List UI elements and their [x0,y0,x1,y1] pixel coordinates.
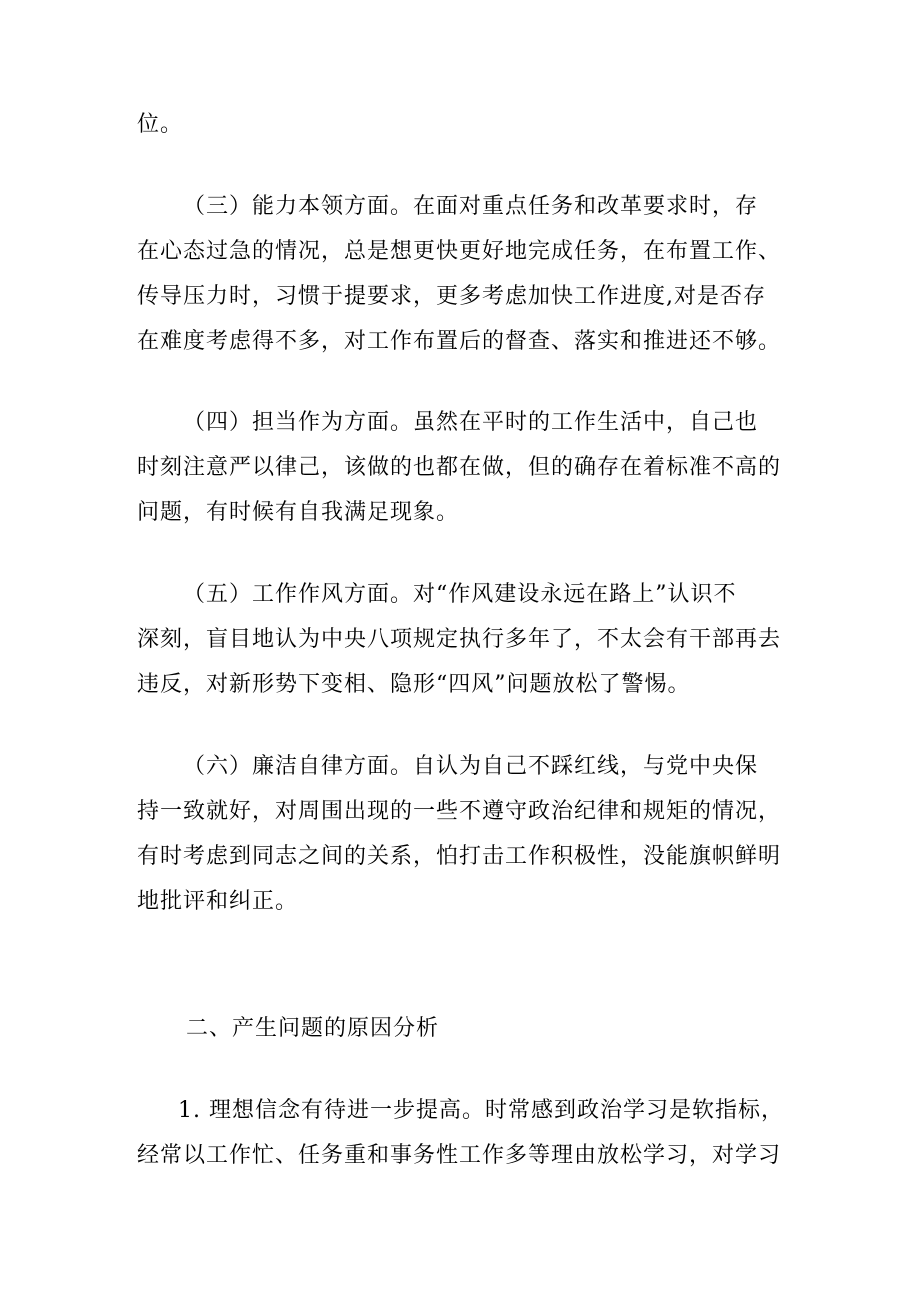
paragraph-line: 时刻注意严以律己，该做的也都在做，但的确存在着标准不高的 [137,455,782,480]
paragraph-line: 在难度考虑得不多，对工作布置后的督查、落实和推进还不够。 [137,329,782,354]
paragraph-line: （五）工作作风方面。对“作风建设永远在路上”认识不 [183,582,737,607]
paragraph-line: 违反，对新形势下变相、隐形“四风”问题放松了警惕。 [137,672,691,697]
paragraph-line: 有时考虑到同志之间的关系，怕打击工作积极性，没能旗帜鲜明 [137,844,782,869]
paragraph-line: 经常以工作忙、任务重和事务性工作多等理由放松学习，对学习 [137,1143,782,1168]
paragraph-line: 1. 理想信念有待进一步提高。时常感到政治学习是软指标， [178,1098,784,1123]
section-heading: 二、产生问题的原因分析 [186,1016,440,1041]
paragraph-line: 持一致就好，对周围出现的一些不遵守政治纪律和规矩的情况， [137,799,782,824]
paragraph-line: 在心态过急的情况，总是想更快更好地完成任务，在布置工作、 [137,239,782,264]
paragraph-line: 地批评和纠正。 [137,889,299,914]
paragraph-line: 深刻，盲目地认为中央八项规定执行多年了，不太会有干部再去 [137,627,782,652]
paragraph-line: （三）能力本领方面。在面对重点任务和改革要求时，存 [183,194,759,219]
paragraph-line: （四）担当作为方面。虽然在平时的工作生活中，自己也 [183,410,759,435]
paragraph-line: 问题，有时候有自我满足现象。 [137,500,460,525]
paragraph-line: 传导压力时，习惯于提要求，更多考虑加快工作进度,对是否存 [137,284,766,309]
paragraph-line: （六）廉洁自律方面。自认为自己不踩红线，与党中央保 [183,754,759,779]
paragraph-line: 位。 [137,112,184,137]
